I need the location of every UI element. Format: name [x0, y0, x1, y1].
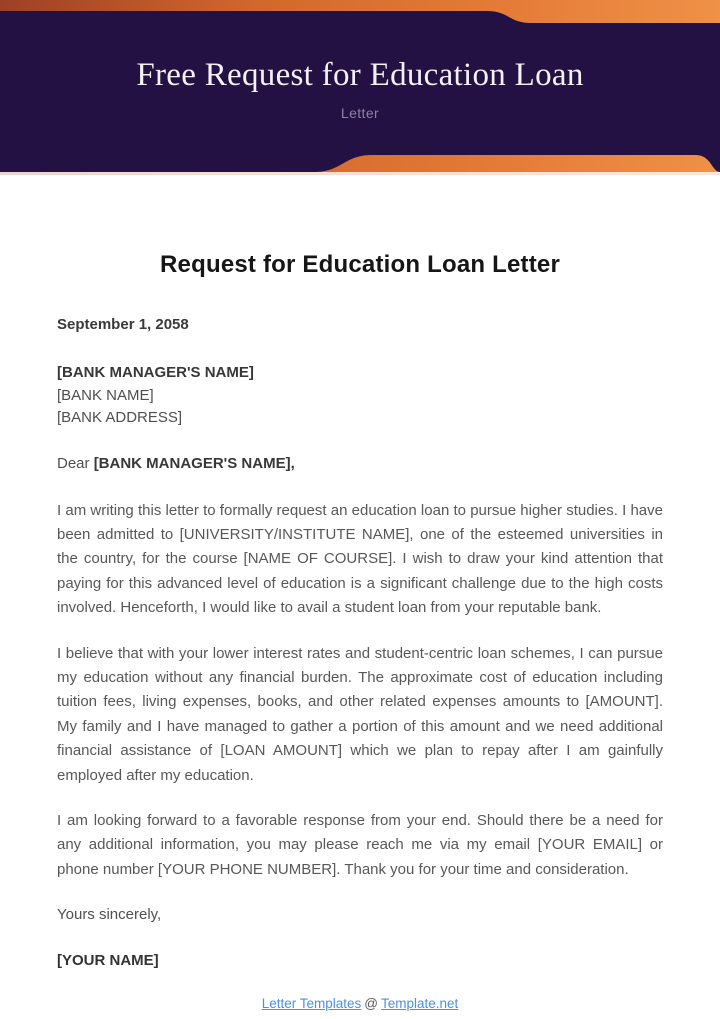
footer	[0, 996, 720, 1011]
banner-title: Free Request for Education Loan	[136, 57, 584, 93]
letter-paragraph-1: I am writing this letter to formally request an education loan to pursue higher studies. I have been admitted to [UNIVERSITY/INSTITUTE NAME], one of the esteemed universities in the country, for the course [NAME OF COURSE]. I wish to draw your kind attention that paying for this advanced level of education is a significant challenge due to the high costs involved. Henceforth, I would like to avail a student loan from your reputable bank.	[57, 501, 663, 617]
letter-paragraph-3: I am looking forward to a favorable response from your end. Should there be a need for any additional information, you may please reach me via my email [YOUR EMAIL] or phone number [YOUR PHONE NUMBER]. Thank you for your time and consideration.	[57, 811, 663, 878]
salutation-prefix: Dear	[57, 454, 90, 472]
banner-subtitle: Letter	[340, 105, 380, 121]
recipient-bank: [BANK NAME]	[57, 386, 154, 404]
salutation-line	[57, 455, 663, 472]
letter-document	[0, 251, 720, 969]
recipient-name: [BANK MANAGER'S NAME]	[57, 364, 254, 381]
footer-link-letter-templates[interactable]: Letter Templates	[261, 996, 362, 1012]
footer-separator: @	[364, 996, 378, 1012]
letter-title: Request for Education Loan Letter	[160, 251, 560, 278]
recipient-address-block	[57, 362, 663, 430]
recipient-address: [BANK ADDRESS]	[57, 409, 183, 426]
letter-date: September 1, 2058	[57, 316, 189, 333]
footer-link-template-net[interactable]: Template.net	[380, 996, 459, 1012]
signature-name: [YOUR NAME]	[57, 952, 159, 970]
letter-paragraph-2: I believe that with your lower interest rates and student-centric loan schemes, I can pursue my education without any financial burden. The approximate cost of education including tuition fees, living expenses, books, and other related expenses amounts to [AMOUNT]. My family and I have managed to gather a portion of this amount and we need additional financial assistance of [LOAN AMOUNT] which we plan to repay after I am gainfully employed after my education.	[57, 644, 663, 784]
salutation-name: [BANK MANAGER'S NAME],	[93, 454, 295, 472]
header-banner	[0, 0, 720, 175]
closing-line: Yours sincerely,	[57, 906, 162, 924]
